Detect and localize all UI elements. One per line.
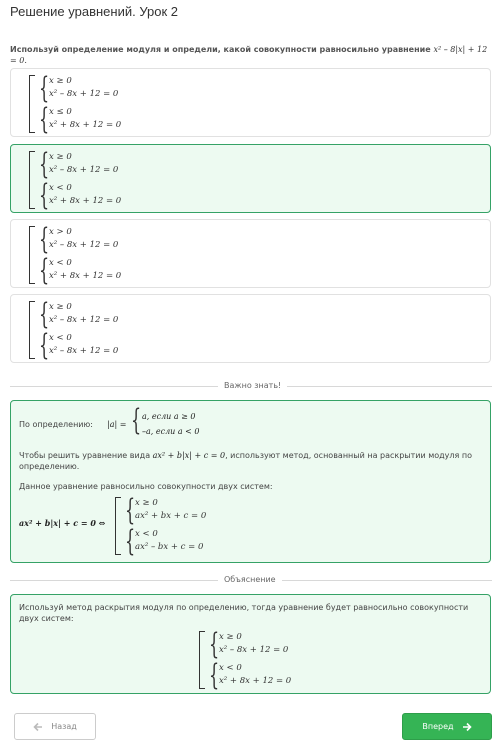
condition: x < 0 bbox=[49, 258, 72, 268]
system-1 bbox=[39, 297, 189, 331]
system-2 bbox=[125, 524, 275, 558]
brace-icon: { bbox=[209, 627, 220, 661]
general-system-set bbox=[115, 493, 275, 558]
arrow-right-icon bbox=[462, 722, 472, 732]
arrow-left-icon bbox=[33, 722, 43, 732]
system-set bbox=[29, 297, 189, 362]
brace-icon: { bbox=[39, 222, 50, 256]
method-text-1: Чтобы решить уравнение вида bbox=[19, 451, 153, 460]
explanation-system-set bbox=[199, 627, 359, 692]
explanation-box bbox=[10, 594, 491, 694]
condition: x > 0 bbox=[49, 227, 72, 237]
abs-a: |a| = bbox=[107, 420, 127, 429]
answer-option-4[interactable] bbox=[10, 294, 491, 363]
question-equation: x² – 8|x| + 12 = 0. bbox=[10, 45, 488, 65]
system-1 bbox=[39, 147, 189, 181]
system-1 bbox=[125, 493, 275, 527]
system-1 bbox=[39, 71, 189, 105]
equation: x² – 8x + 12 = 0 bbox=[49, 346, 119, 356]
system-1 bbox=[209, 627, 359, 661]
important-label: Важно знать! bbox=[218, 381, 287, 390]
set-bracket bbox=[29, 301, 35, 359]
equation: x² + 8x + 12 = 0 bbox=[49, 120, 122, 130]
question-text bbox=[10, 44, 492, 66]
system-set bbox=[29, 147, 189, 212]
back-button-label: Назад bbox=[51, 722, 77, 731]
answer-option-3[interactable] bbox=[10, 219, 491, 288]
brace-icon: { bbox=[39, 253, 50, 287]
explanation-divider bbox=[10, 575, 492, 584]
equation: x² – 8x + 12 = 0 bbox=[49, 315, 119, 325]
system-2 bbox=[39, 328, 189, 362]
brace-icon: { bbox=[131, 403, 142, 437]
question-prompt: Используй определение модуля и определи, какой совокупности равносильно уравнение bbox=[10, 45, 434, 54]
brace-icon: { bbox=[39, 147, 50, 181]
abs-case-1: a, если a ≥ 0 bbox=[142, 412, 196, 421]
system-2 bbox=[39, 102, 189, 136]
equation: x² – 8x + 12 = 0 bbox=[219, 645, 289, 655]
answer-option-2[interactable] bbox=[10, 144, 491, 213]
set-bracket bbox=[29, 226, 35, 284]
method-text-2: , используют метод, основанный на раскрытии модуля по определению. bbox=[19, 451, 473, 471]
set-bracket bbox=[29, 75, 35, 133]
brace-icon: { bbox=[209, 658, 220, 692]
system-set bbox=[29, 222, 189, 287]
brace-icon: { bbox=[125, 524, 136, 558]
back-button[interactable] bbox=[14, 713, 96, 740]
system-1 bbox=[39, 222, 189, 256]
equation: x² + 8x + 12 = 0 bbox=[219, 676, 292, 686]
definition-prefix: По определению: bbox=[19, 420, 93, 429]
next-button[interactable] bbox=[402, 713, 492, 740]
condition: x < 0 bbox=[49, 183, 72, 193]
brace-icon: { bbox=[39, 71, 50, 105]
explanation-label: Объяснение bbox=[218, 575, 282, 584]
condition: x ≥ 0 bbox=[49, 76, 72, 86]
brace-icon: { bbox=[39, 178, 50, 212]
brace-icon: { bbox=[125, 493, 136, 527]
equation: x² – 8x + 12 = 0 bbox=[49, 89, 119, 99]
set-bracket bbox=[29, 151, 35, 209]
equation: x² – 8x + 12 = 0 bbox=[49, 240, 119, 250]
condition: x ≥ 0 bbox=[135, 498, 158, 508]
condition: x < 0 bbox=[135, 529, 158, 539]
next-button-label: Вперед bbox=[422, 722, 454, 731]
condition: x < 0 bbox=[219, 663, 242, 673]
condition: x ≥ 0 bbox=[49, 152, 72, 162]
condition: x < 0 bbox=[49, 333, 72, 343]
important-divider bbox=[10, 381, 492, 390]
equation: ax² – bx + c = 0 bbox=[135, 542, 204, 552]
explanation-text: Используй метод раскрытия модуля по определению, тогда уравнение будет равносильно совокупности двух систем: bbox=[19, 603, 469, 623]
system-set bbox=[29, 71, 189, 136]
answer-option-1[interactable] bbox=[10, 68, 491, 137]
system-2 bbox=[39, 178, 189, 212]
page-title: Решение уравнений. Урок 2 bbox=[10, 4, 178, 19]
equation: x² – 8x + 12 = 0 bbox=[49, 165, 119, 175]
system-2 bbox=[39, 253, 189, 287]
equiv-text: Данное уравнение равносильно совокупности двух систем: bbox=[19, 482, 273, 491]
condition: x ≥ 0 bbox=[49, 302, 72, 312]
general-equation: ax² + b|x| + c = 0 ⇔ bbox=[19, 518, 106, 528]
equation: x² + 8x + 12 = 0 bbox=[49, 271, 122, 281]
important-box bbox=[10, 400, 491, 563]
equation: ax² + bx + c = 0 bbox=[135, 511, 207, 521]
condition: x ≤ 0 bbox=[49, 107, 72, 117]
brace-icon: { bbox=[39, 297, 50, 331]
set-bracket bbox=[199, 631, 205, 689]
method-equation: ax² + b|x| + c = 0 bbox=[152, 451, 226, 460]
condition: x ≥ 0 bbox=[219, 632, 242, 642]
set-bracket bbox=[115, 497, 121, 555]
brace-icon: { bbox=[39, 328, 50, 362]
method-text bbox=[19, 450, 481, 472]
system-2 bbox=[209, 658, 359, 692]
equation: x² + 8x + 12 = 0 bbox=[49, 196, 122, 206]
abs-case-2: –a, если a < 0 bbox=[142, 427, 200, 436]
brace-icon: { bbox=[39, 102, 50, 136]
